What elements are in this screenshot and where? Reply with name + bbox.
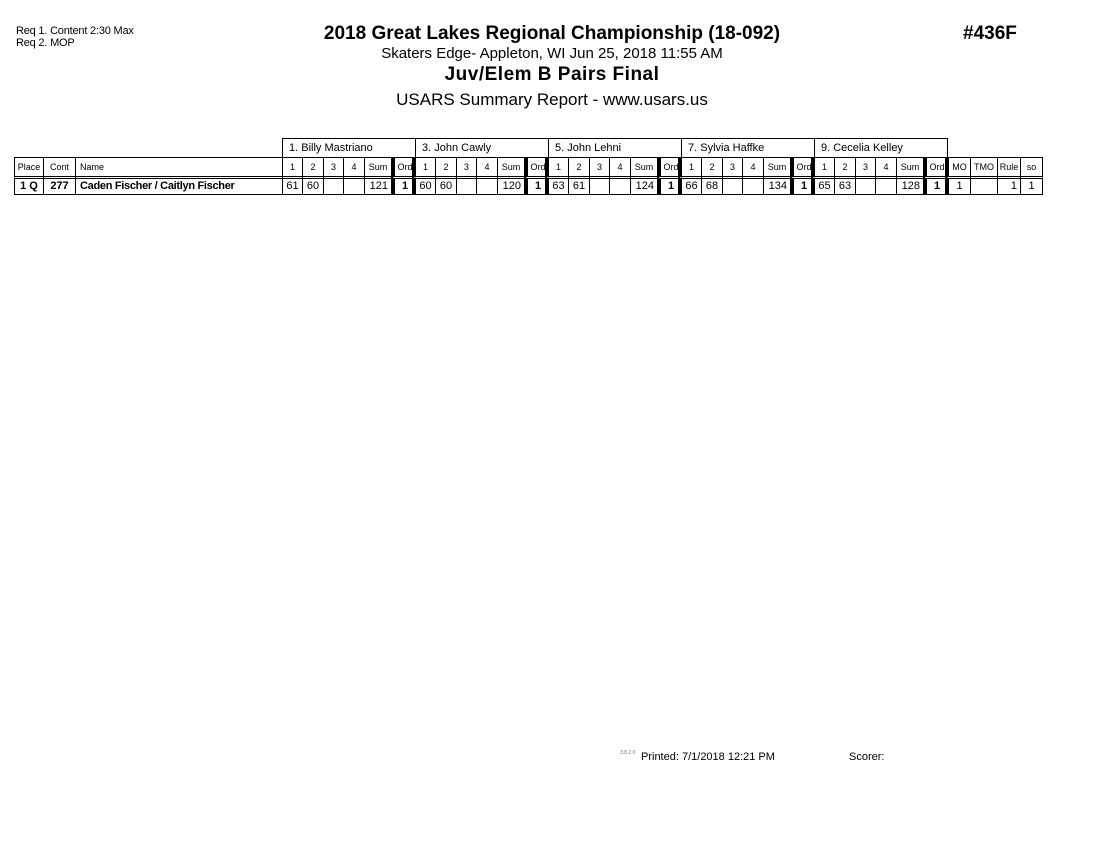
j4-score-2: 68 — [701, 176, 723, 195]
j3-score-4 — [609, 176, 631, 195]
event-number: #436F — [963, 23, 1017, 44]
col-header-j3-ord: Ord — [657, 157, 682, 177]
col-header-rule: Rule — [997, 157, 1021, 177]
judge-header-2: 3. John Cawly — [415, 138, 549, 158]
printed-timestamp: Printed: 7/1/2018 12:21 PM — [641, 751, 775, 763]
col-header-j4-sum: Sum — [763, 157, 791, 177]
col-header-cont: Cont — [43, 157, 76, 177]
col-header-j1-4: 4 — [343, 157, 365, 177]
competition-title: 2018 Great Lakes Regional Championship (18-092) — [323, 23, 781, 44]
j5-score-2: 63 — [834, 176, 856, 195]
col-header-so: so — [1020, 157, 1043, 177]
row-mo: 1 — [945, 176, 971, 195]
col-header-j2-sum: Sum — [497, 157, 525, 177]
col-header-j4-3: 3 — [722, 157, 743, 177]
j5-score-3 — [855, 176, 876, 195]
report-title: USARS Summary Report - www.usars.us — [396, 90, 708, 109]
requirement-1: Req 1. Content 2:30 Max — [16, 25, 134, 37]
j5-score-1: 65 — [811, 176, 835, 195]
col-header-j4-1: 1 — [678, 157, 702, 177]
col-header-j2-3: 3 — [456, 157, 477, 177]
col-header-j5-sum: Sum — [896, 157, 924, 177]
j4-ord: 1 — [790, 176, 815, 195]
j3-ord: 1 — [657, 176, 682, 195]
col-header-j1-3: 3 — [323, 157, 344, 177]
j2-score-1: 60 — [412, 176, 436, 195]
j4-score-3 — [722, 176, 743, 195]
j5-score-4 — [875, 176, 897, 195]
j1-score-4 — [343, 176, 365, 195]
row-rule: 1 — [997, 176, 1021, 195]
j3-score-1: 63 — [545, 176, 569, 195]
col-header-j5-4: 4 — [875, 157, 897, 177]
col-header-tmo: TMO — [970, 157, 998, 177]
j5-ord: 1 — [923, 176, 948, 195]
col-header-j2-1: 1 — [412, 157, 436, 177]
col-header-j3-1: 1 — [545, 157, 569, 177]
col-header-name: Name — [75, 157, 283, 177]
col-header-j5-3: 3 — [855, 157, 876, 177]
row-name: Caden Fischer / Caitlyn Fischer — [75, 176, 283, 195]
col-header-j4-4: 4 — [742, 157, 764, 177]
j2-score-4 — [476, 176, 498, 195]
j4-score-1: 66 — [678, 176, 702, 195]
col-header-j1-2: 2 — [302, 157, 324, 177]
col-header-j5-ord: Ord — [923, 157, 948, 177]
col-header-j1-1: 1 — [282, 157, 303, 177]
col-header-j1-sum: Sum — [364, 157, 392, 177]
row-so: 1 — [1020, 176, 1043, 195]
col-header-place: Place — [14, 157, 44, 177]
col-header-j3-4: 4 — [609, 157, 631, 177]
j1-score-3 — [323, 176, 344, 195]
judge-header-5: 9. Cecelia Kelley — [814, 138, 948, 158]
j3-sum: 124 — [630, 176, 658, 195]
col-header-j3-sum: Sum — [630, 157, 658, 177]
col-header-j3-3: 3 — [589, 157, 610, 177]
venue-datetime: Skaters Edge- Appleton, WI Jun 25, 2018 11:55 AM — [381, 45, 723, 62]
j1-ord: 1 — [391, 176, 416, 195]
requirement-2: Req 2. MOP — [16, 37, 75, 49]
col-header-j5-2: 2 — [834, 157, 856, 177]
row-place: 1 Q — [14, 176, 44, 195]
judge-header-4: 7. Sylvia Haffke — [681, 138, 815, 158]
col-header-j5-1: 1 — [811, 157, 835, 177]
col-header-mo: MO — [945, 157, 971, 177]
judge-header-3: 5. John Lehni — [548, 138, 682, 158]
j2-sum: 120 — [497, 176, 525, 195]
j2-score-2: 60 — [435, 176, 457, 195]
scorer-label: Scorer: — [849, 751, 885, 763]
j3-score-3 — [589, 176, 610, 195]
col-header-j2-4: 4 — [476, 157, 498, 177]
j1-sum: 121 — [364, 176, 392, 195]
j4-sum: 134 — [763, 176, 791, 195]
j2-score-3 — [456, 176, 477, 195]
col-header-j1-ord: Ord — [391, 157, 416, 177]
j4-score-4 — [742, 176, 764, 195]
software-version: 3.8.2.0 — [620, 750, 636, 756]
col-header-j4-2: 2 — [701, 157, 723, 177]
j5-sum: 128 — [896, 176, 924, 195]
event-name: Juv/Elem B Pairs Final — [444, 64, 660, 85]
j3-score-2: 61 — [568, 176, 590, 195]
col-header-j4-ord: Ord — [790, 157, 815, 177]
row-tmo — [970, 176, 998, 195]
j2-ord: 1 — [524, 176, 549, 195]
col-header-j2-2: 2 — [435, 157, 457, 177]
j1-score-1: 61 — [282, 176, 303, 195]
col-header-j3-2: 2 — [568, 157, 590, 177]
judge-header-1: 1. Billy Mastriano — [282, 138, 416, 158]
col-header-j2-ord: Ord — [524, 157, 549, 177]
row-cont: 277 — [43, 176, 76, 195]
j1-score-2: 60 — [302, 176, 324, 195]
